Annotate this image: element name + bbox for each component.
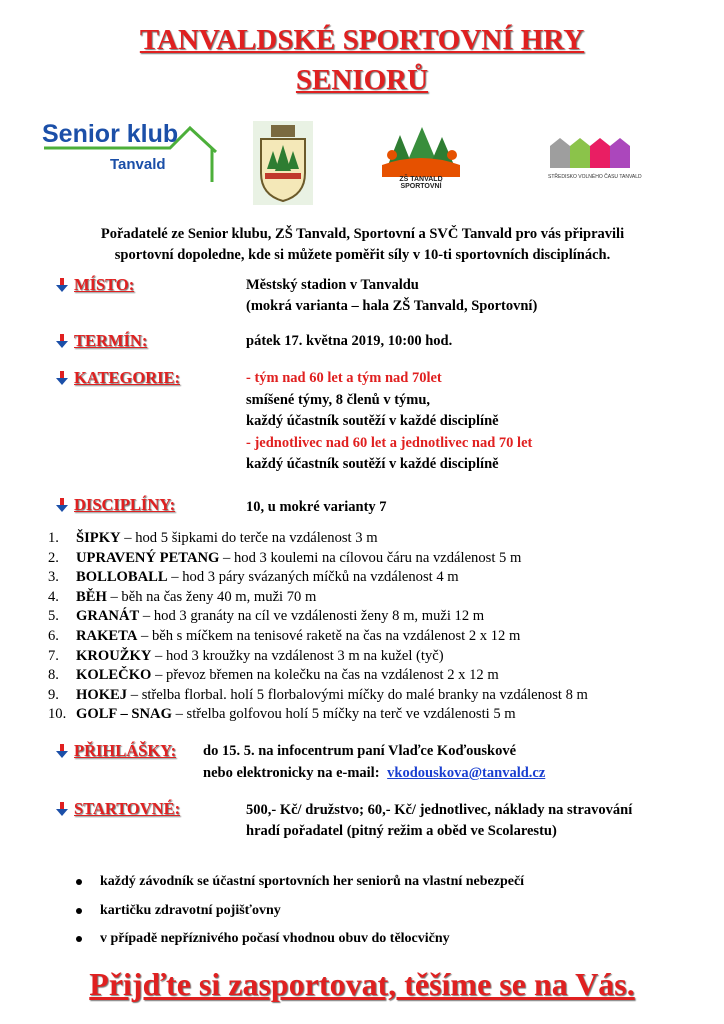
termin-label: TERMÍN: (74, 331, 148, 350)
discipline-item (48, 627, 588, 647)
arrow-down-icon (56, 744, 68, 758)
discipliny-label: DISCIPLÍNY: (74, 495, 176, 514)
kategorie-line-3: každý účastník soutěží v každé disciplíně (246, 413, 499, 429)
notes-list (74, 868, 524, 954)
discipline-item (48, 549, 588, 569)
discipline-name: ŠIPKY (76, 530, 121, 546)
discipline-item (48, 666, 588, 686)
discipline-name: BOLLOBALL (76, 569, 168, 586)
intro-line-1: Pořadatelé ze Senior klubu, ZŠ Tanvald, Sportovní a SVČ Tanvald pro vás připravili (100, 226, 625, 242)
footer-slogan: Přijďte si zasportovat, těšíme se na Vás. (89, 966, 635, 1002)
arrow-down-icon (56, 278, 68, 292)
intro-line-2: sportovní dopoledne, kde si můžete poměřit síly v 10-ti sportovních disciplínách. (114, 247, 611, 263)
prihlasky-line-2 (203, 763, 545, 784)
tanvald-coat-of-arms (253, 121, 313, 205)
discipline-desc: – hod 3 páry svázaných míčků na vzdálenost 4 m (167, 569, 459, 586)
discipline-item (48, 647, 588, 667)
page-title-line2: SENIORŮ (295, 64, 429, 96)
discipline-desc: – hod 3 granáty na cíl ve vzdálenosti ženy 8 m, muži 12 m (139, 608, 485, 625)
discipline-item (48, 568, 588, 588)
discipline-item (48, 607, 588, 627)
arrow-down-icon (56, 802, 68, 816)
discipline-desc: – střelba golfovou holí 5 míčky na terč ve vzdálenosti 5 m (171, 706, 516, 723)
termin-value: pátek 17. května 2019, 10:00 hod. (246, 333, 453, 349)
discipline-number: 10. (48, 706, 67, 723)
startovne-line-1: 500,- Kč/ družstvo; 60,- Kč/ jednotlivec, náklady na stravování (246, 802, 633, 818)
arrow-down-icon (56, 371, 68, 385)
discipline-name: UPRAVENÝ PETANG (76, 549, 220, 566)
discipline-desc: – hod 3 koulemi na cílovou čáru na vzdálenost 5 m (219, 549, 522, 566)
page-title-line1: TANVALDSKÉ SPORTOVNÍ HRY (139, 24, 585, 56)
discipline-desc: – běh s míčkem na tenisové raketě na čas na vzdálenost 2 x 12 m (137, 627, 521, 644)
discipline-list (48, 529, 588, 725)
discipline-number: 4. (48, 588, 59, 605)
svc-tanvald-logo (548, 136, 642, 188)
discipline-item (48, 705, 588, 725)
discipline-desc: – běh na čas ženy 40 m, muži 70 m (106, 588, 317, 605)
zs-tanvald-logo (378, 125, 464, 199)
discipline-number: 6. (48, 627, 59, 644)
arrow-down-icon (56, 498, 68, 512)
discipline-name: KOLEČKO (76, 667, 152, 684)
discipliny-value: 10, u mokré varianty 7 (246, 499, 387, 515)
discipline-number: 5. (48, 608, 59, 625)
arrow-down-icon (56, 334, 68, 348)
discipline-item (48, 686, 588, 706)
discipline-number: 9. (48, 686, 59, 703)
discipline-name: KROUŽKY (76, 647, 152, 664)
discipline-name: BĚH (76, 588, 107, 605)
discipline-number: 1. (48, 530, 59, 546)
kategorie-line-2: smíšené týmy, 8 členů v týmu, (246, 392, 431, 408)
discipline-number: 2. (48, 549, 59, 566)
zs-tanvald-text: ZŠ TANVALD SPORTOVNÍ (399, 176, 443, 190)
kategorie-line-1: - tým nad 60 let a tým nad 70let (246, 370, 442, 386)
discipline-desc: – převoz břemen na kolečku na čas na vzdálenost 2 x 12 m (151, 667, 499, 684)
discipline-item (48, 588, 588, 608)
misto-line-2: (mokrá varianta – hala ZŠ Tanvald, Sportovní) (246, 298, 538, 314)
senior-klub-text: Senior klub (42, 120, 179, 148)
discipline-number: 7. (48, 647, 59, 664)
kategorie-line-4: - jednotlivec nad 60 let a jednotlivec nad 70 let (246, 435, 533, 451)
prihlasky-line-1: do 15. 5. na infocentrum paní Vlaďce Koďouskové (203, 743, 517, 759)
discipline-name: HOKEJ (76, 686, 128, 703)
discipline-name: GRANÁT (76, 608, 140, 625)
discipline-desc: – střelba florbal. holí 5 florbalovými míčky do malé branky na vzdálenost 8 m (127, 686, 588, 703)
misto-line-1: Městský stadion v Tanvaldu (246, 277, 419, 293)
discipline-name: RAKETA (76, 627, 138, 644)
discipline-item (48, 529, 588, 549)
note-item: v případě nepříznivého počasí vhodnou obuv do tělocvičny (74, 925, 524, 954)
startovne-line-2: hradí pořadatel (pitný režim a oběd ve Scolarestu) (246, 823, 557, 839)
startovne-label: STARTOVNÉ: (74, 799, 181, 818)
svc-tanvald-text: STŘEDISKO VOLNÉHO ČASU TANVALD (548, 174, 642, 180)
senior-klub-logo (40, 118, 218, 184)
email-link[interactable]: vkodouskova@tanvald.cz (387, 765, 546, 781)
discipline-name: GOLF – SNAG (76, 706, 172, 723)
kategorie-label: KATEGORIE: (74, 368, 181, 387)
intro-paragraph (40, 224, 685, 266)
discipline-desc: – hod 5 šipkami do terče na vzdálenost 3 m (120, 530, 378, 546)
misto-label: MÍSTO: (74, 275, 135, 294)
prihlasky-label: PŘIHLÁŠKY: (74, 741, 177, 760)
discipline-number: 8. (48, 667, 59, 684)
note-item: každý závodník se účastní sportovních her seniorů na vlastní nebezpečí (74, 868, 524, 897)
senior-klub-city: Tanvald (110, 156, 166, 173)
discipline-desc: – hod 3 kroužky na vzdálenost 3 m na kužel (tyč) (151, 647, 444, 664)
note-item: kartičku zdravotní pojišťovny (74, 897, 524, 926)
kategorie-line-5: každý účastník soutěží v každé disciplíně (246, 456, 499, 472)
prihlasky-line-2-text: nebo elektronicky na e-mail: (203, 765, 380, 781)
discipline-number: 3. (48, 569, 59, 586)
